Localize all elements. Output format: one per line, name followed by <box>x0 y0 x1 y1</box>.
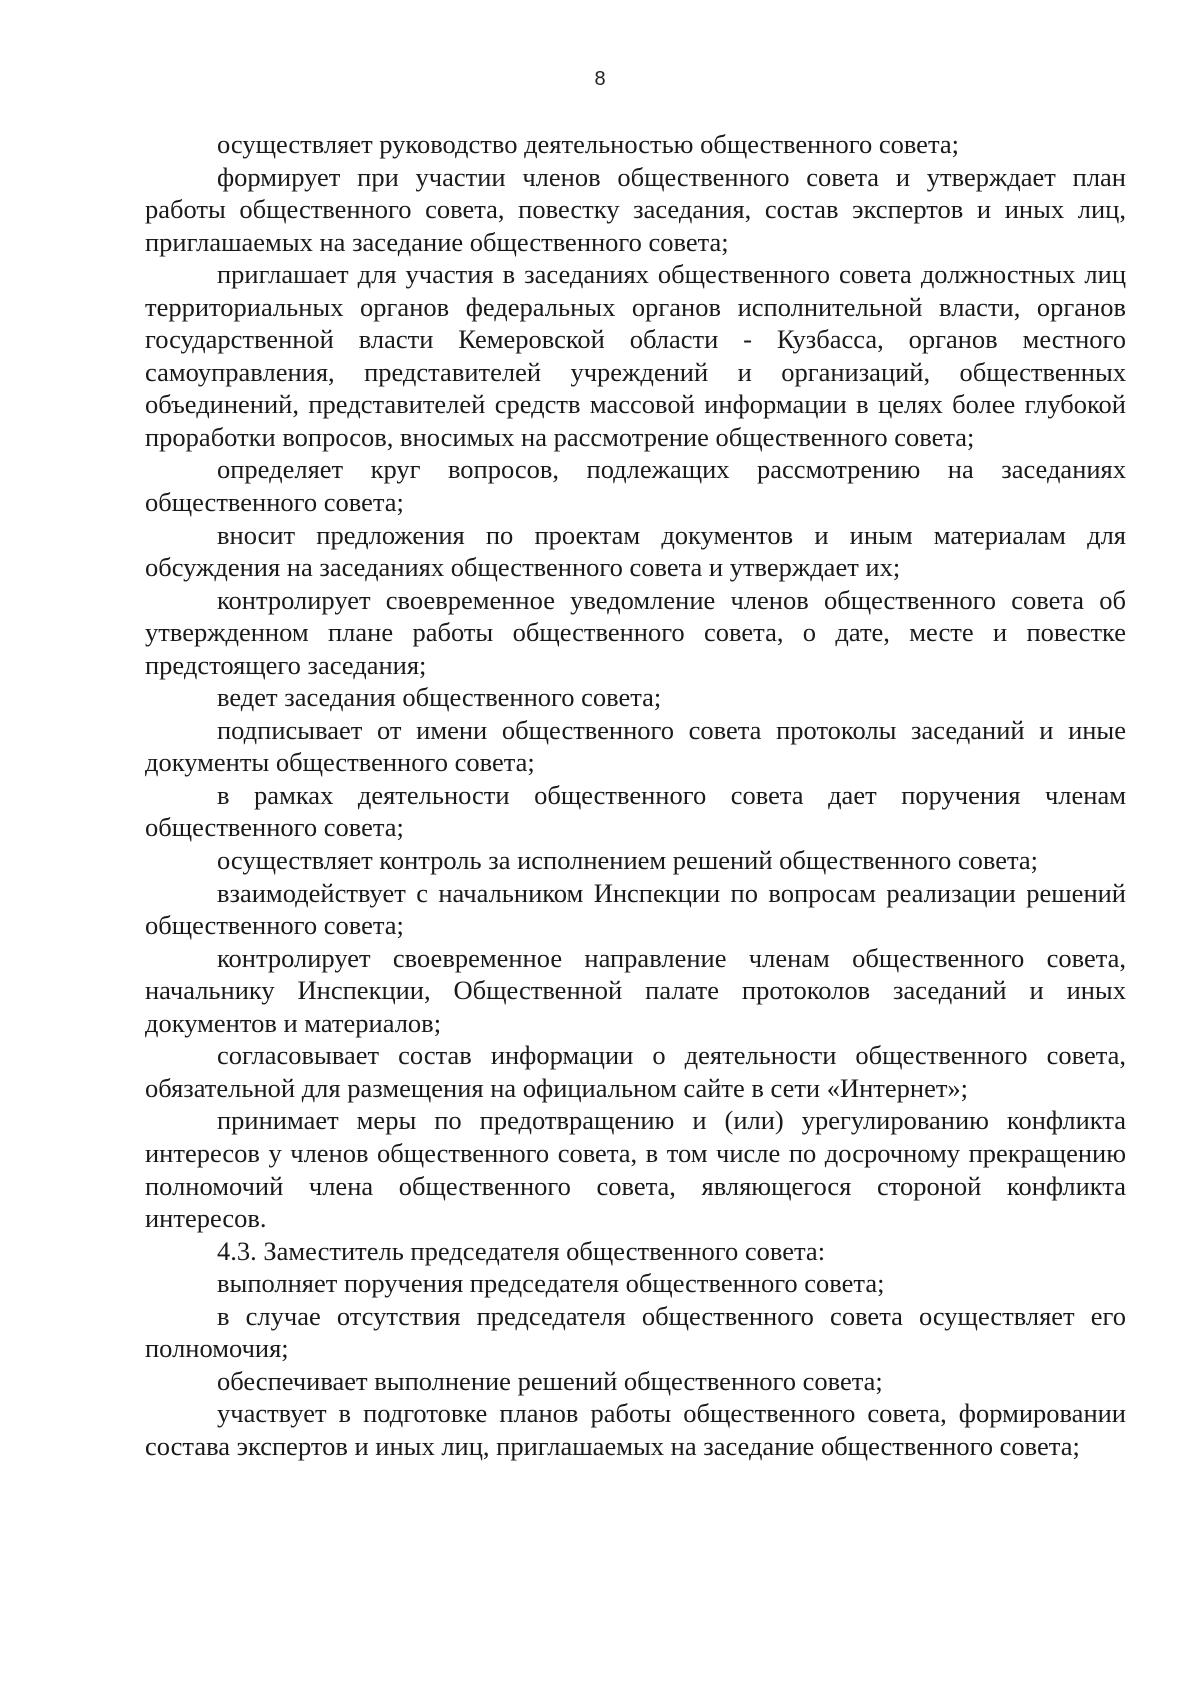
paragraph: в рамках деятельности общественного совета дает поручения членам общественного совета; <box>145 779 1126 843</box>
paragraph: определяет круг вопросов, подлежащих рассмотрению на заседаниях общественного совета; <box>145 454 1126 518</box>
page-number: 8 <box>594 68 606 90</box>
paragraph: контролирует своевременное уведомление членов общественного совета об утвержденном плане работы общественного совета, о дате, месте и повестке предстоящего заседания; <box>145 584 1126 680</box>
paragraph: осуществляет контроль за исполнением решений общественного совета; <box>217 845 1039 876</box>
paragraph: вносит предложения по проектам документов и иным материалам для обсуждения на заседаниях общественного совета и утверждает их; <box>145 519 1126 583</box>
paragraph: контролирует своевременное направление членам общественного совета, начальнику Инспекции, Общественной палате протоколов заседаний и иных документов и материалов; <box>145 942 1126 1038</box>
paragraph: формирует при участии членов общественного совета и утверждает план работы общественного совета, повестку заседания, состав экспертов и иных лиц, приглашаемых на заседание общественного совета; <box>145 161 1126 257</box>
paragraph: взаимодействует с начальником Инспекции по вопросам реализации решений общественного совета; <box>145 877 1126 941</box>
paragraph: выполняет поручения председателя общественного совета; <box>217 1268 885 1299</box>
section-heading: 4.3. Заместитель председателя общественного совета: <box>217 1235 826 1266</box>
document-body <box>145 128 1126 1462</box>
paragraph: в случае отсутствия председателя общественного совета осуществляет его полномочия; <box>145 1300 1126 1364</box>
paragraph: осуществляет руководство деятельностью общественного совета; <box>217 129 959 159</box>
paragraph: согласовывает состав информации о деятельности общественного совета, обязательной для размещения на официальном сайте в сети «Интернет»; <box>145 1040 1126 1103</box>
paragraph: приглашает для участия в заседаниях общественного совета должностных лиц территориальных органов федеральных органов исполнительной власти, органов государственной власти Кемеровской области - Кузбасса, органов местного самоуправления, представителей учреждений и организаций, общественных объединений, представителей средств массовой информации в целях более глубокой проработки вопросов, вносимых на рассмотрение общественного совета; <box>145 259 1126 452</box>
paragraph: участвует в подготовке планов работы общественного совета, формировании состава экспертов и иных лиц, приглашаемых на заседание общественного совета; <box>145 1398 1126 1461</box>
paragraph: принимает меры по предотвращению и (или) урегулированию конфликта интересов у членов общественного совета, в том числе по досрочному прекращению полномочий члена общественного совета, являющегося стороной конфликта интересов. <box>145 1105 1126 1234</box>
paragraph: ведет заседания общественного совета; <box>217 682 662 713</box>
paragraph: подписывает от имени общественного совета протоколы заседаний и иные документы общественного совета; <box>145 714 1126 778</box>
paragraph: обеспечивает выполнение решений общественного совета; <box>217 1365 883 1396</box>
